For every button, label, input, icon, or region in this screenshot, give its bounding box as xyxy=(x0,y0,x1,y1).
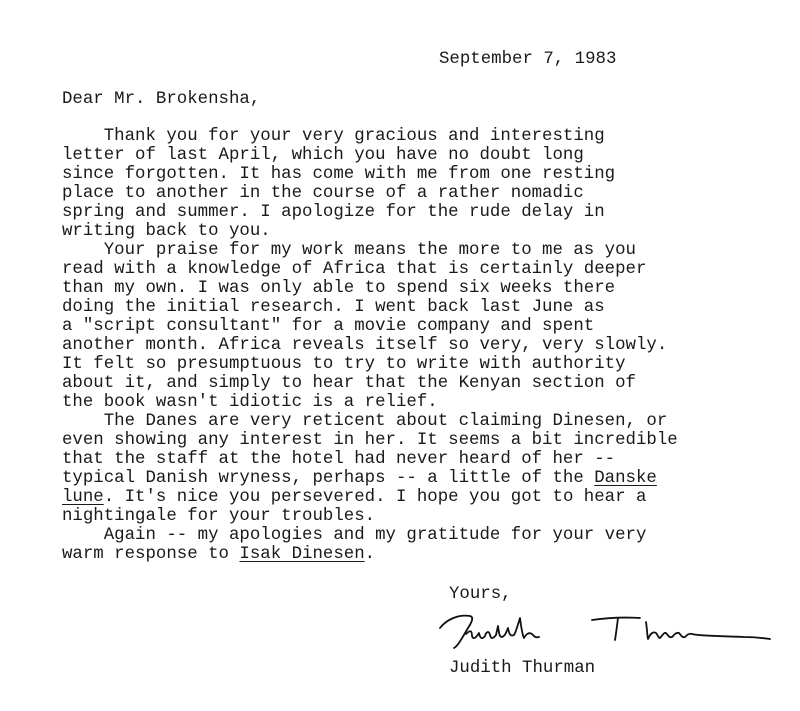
body-line: that the staff at the hotel had never heard of her -- xyxy=(62,450,616,469)
body-line xyxy=(62,488,646,507)
handwritten-signature xyxy=(436,608,776,652)
body-line xyxy=(62,469,657,488)
body-line xyxy=(62,545,375,564)
body-line: The Danes are very reticent about claiming Dinesen, or xyxy=(62,412,668,431)
body-line: read with a knowledge of Africa that is certainly deeper xyxy=(62,260,647,279)
body-line: Thank you for your very gracious and interesting xyxy=(62,127,605,146)
body-line: Your praise for my work means the more to me as you xyxy=(62,241,636,260)
body-line: writing back to you. xyxy=(62,222,271,241)
body-line: the book wasn't idiotic is a relief. xyxy=(62,393,438,412)
body-line-text: . It's nice you persevered. I hope you got to hear a xyxy=(103,488,647,507)
book-title: Isak Dinesen xyxy=(239,545,365,564)
body-line-text: typical Danish wryness, perhaps -- a little of the xyxy=(62,469,595,488)
body-line: doing the initial research. I went back last June as xyxy=(62,298,605,317)
salutation: Dear Mr. Brokensha, xyxy=(62,90,261,109)
body-line: nightingale for your troubles. xyxy=(62,507,376,526)
body-line: than my own. I was only able to spend six weeks there xyxy=(62,279,616,298)
body-line-text: . xyxy=(364,545,376,564)
body-line: place to another in the course of a rather nomadic xyxy=(62,184,584,203)
body-line: a "script consultant" for a movie company and spent xyxy=(62,317,595,336)
body-line: since forgotten. It has come with me from one resting xyxy=(62,165,616,184)
body-line: about it, and simply to hear that the Kenyan section of xyxy=(62,374,636,393)
body-line: spring and summer. I apologize for the rude delay in xyxy=(62,203,605,222)
underlined-phrase-lune: lune xyxy=(62,488,104,507)
body-line: another month. Africa reveals itself so very, very slowly. xyxy=(62,336,668,355)
underlined-phrase-danske: Danske xyxy=(594,469,657,488)
body-line: Again -- my apologies and my gratitude for your very xyxy=(62,526,647,545)
body-line-text: warm response to xyxy=(62,545,240,564)
body-line: It felt so presumptuous to try to write with authority xyxy=(62,355,626,374)
closing: Yours, xyxy=(449,585,512,604)
body-line: letter of last April, which you have no doubt long xyxy=(62,146,584,165)
body-line: even showing any interest in her. It seems a bit incredible xyxy=(62,431,678,450)
signer-name: Judith Thurman xyxy=(449,659,596,678)
letter-date: September 7, 1983 xyxy=(439,50,617,69)
